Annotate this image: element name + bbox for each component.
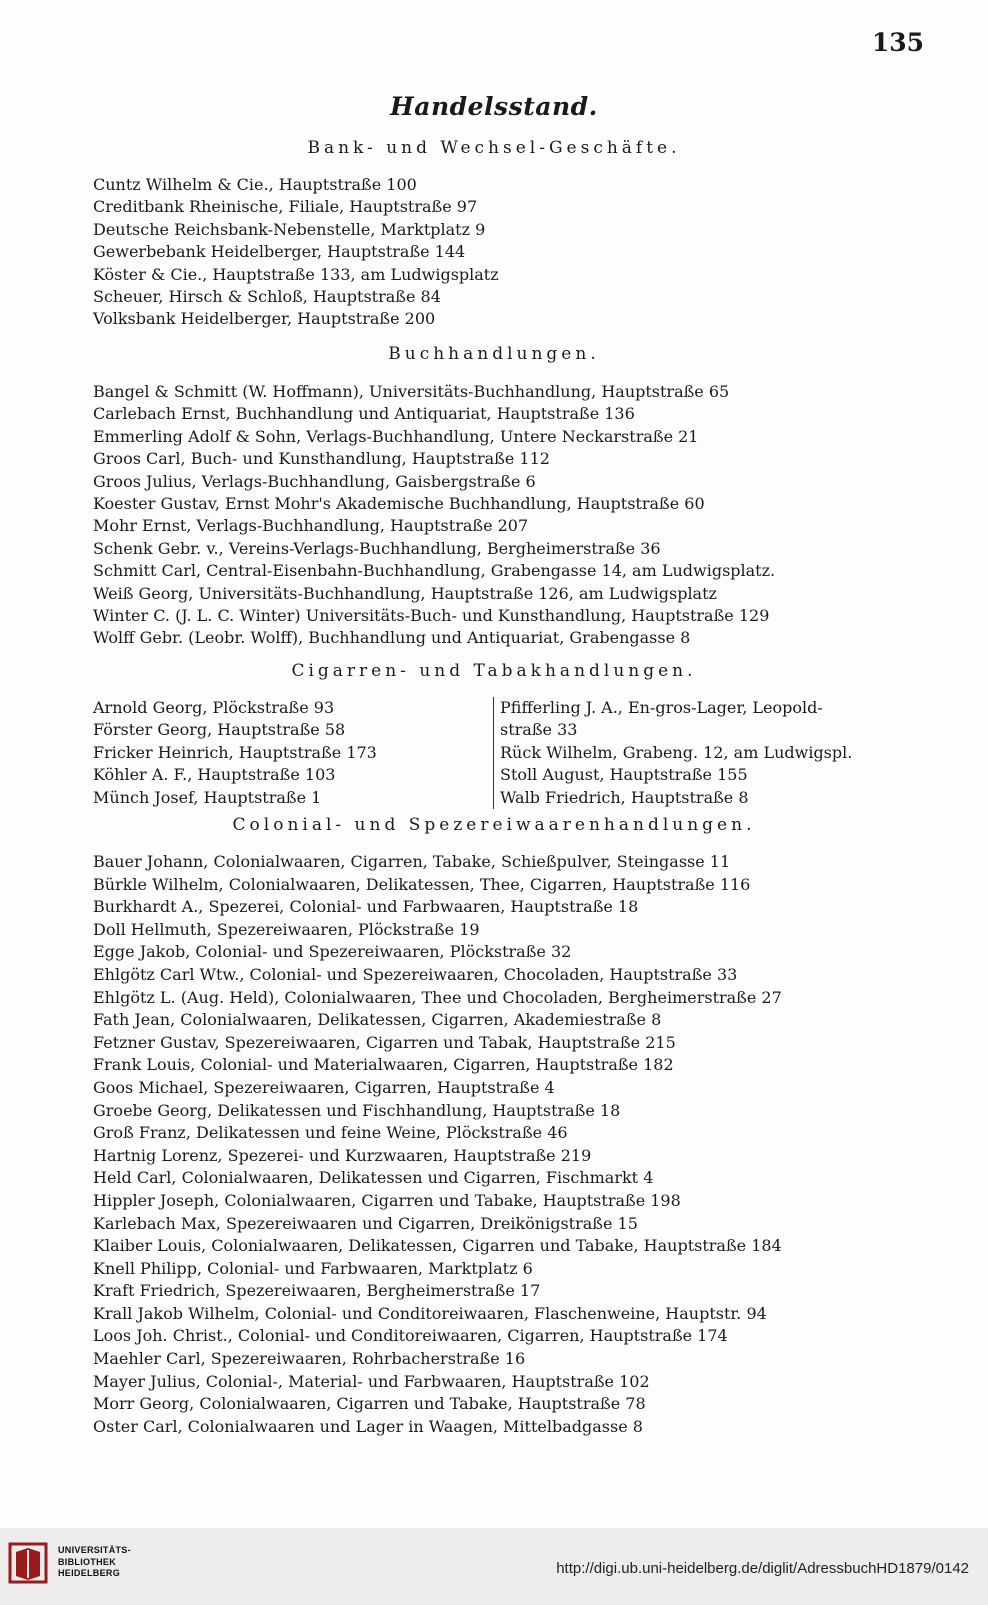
list-item: Bauer Johann, Colonialwaaren, Cigarren, Tabake, Schießpulver, Steingasse 11 <box>93 852 731 871</box>
list-item: Emmerling Adolf & Sohn, Verlags-Buchhandlung, Untere Neckarstraße 21 <box>93 426 699 446</box>
section-heading-tobacco: Cigarren- und Tabakhandlungen. <box>291 661 697 681</box>
list-tobacco-right <box>493 697 852 809</box>
list-item: Groß Franz, Delikatessen und feine Weine, Plöckstraße 46 <box>93 1123 568 1143</box>
source-url-link[interactable]: http://digi.ub.uni-heidelberg.de/diglit/AdressbuchHD1879/0142 <box>556 1560 969 1577</box>
list-item: Winter C. (J. L. C. Winter) Universitäts-Buch- und Kunsthandlung, Hauptstraße 129 <box>93 605 770 625</box>
list-item: Weiß Georg, Universitäts-Buchhandlung, Hauptstraße 126, am Ludwigsplatz <box>93 583 717 603</box>
list-item: Schenk Gebr. v., Vereins-Verlags-Buchhandlung, Bergheimerstraße 36 <box>93 538 661 558</box>
list-item: Walb Friedrich, Hauptstraße 8 <box>500 787 749 807</box>
section-heading-grocers: Colonial- und Spezereiwaarenhandlungen. <box>232 815 756 835</box>
list-item: Wolff Gebr. (Leobr. Wolff), Buchhandlung und Antiquariat, Grabengasse 8 <box>93 628 691 648</box>
list-item: Goos Michael, Spezereiwaaren, Cigarren, Hauptstraße 4 <box>93 1077 555 1097</box>
library-name-line: UNIVERSITÄTS- <box>58 1545 131 1555</box>
library-name <box>58 1545 131 1580</box>
list-item: Förster Georg, Hauptstraße 58 <box>93 720 346 740</box>
list-item: Groos Julius, Verlags-Buchhandlung, Gaisbergstraße 6 <box>93 471 536 491</box>
list-item: Knell Philipp, Colonial- und Farbwaaren, Marktplatz 6 <box>93 1258 533 1278</box>
list-item: Kraft Friedrich, Spezereiwaaren, Bergheimerstraße 17 <box>93 1281 541 1301</box>
list-item: Oster Carl, Colonialwaaren und Lager in Waagen, Mittelbadgasse 8 <box>93 1416 643 1436</box>
list-item: Fricker Heinrich, Hauptstraße 173 <box>93 742 377 762</box>
library-logo-icon <box>8 1542 48 1584</box>
list-item: Fetzner Gustav, Spezereiwaaren, Cigarren und Tabak, Hauptstraße 215 <box>93 1032 676 1052</box>
list-item: Ehlgötz L. (Aug. Held), Colonialwaaren, Thee und Chocoladen, Bergheimerstraße 27 <box>93 987 782 1007</box>
footer-bar <box>0 1528 988 1605</box>
list-item: Koester Gustav, Ernst Mohr's Akademische Buchhandlung, Hauptstraße 60 <box>93 493 705 513</box>
list-item: Creditbank Rheinische, Filiale, Hauptstraße 97 <box>93 197 478 217</box>
list-item: straße 33 <box>500 720 578 740</box>
list-item: Klaiber Louis, Colonialwaaren, Delikatessen, Cigarren und Tabake, Hauptstraße 184 <box>93 1236 782 1256</box>
list-item: Frank Louis, Colonial- und Materialwaaren, Cigarren, Hauptstraße 182 <box>93 1055 674 1075</box>
list-item: Krall Jakob Wilhelm, Colonial- und Conditoreiwaaren, Flaschenweine, Hauptstr. 94 <box>93 1303 767 1323</box>
list-item: Münch Josef, Hauptstraße 1 <box>93 787 322 807</box>
list-item: Pfifferling J. A., En-gros-Lager, Leopold- <box>500 698 823 717</box>
list-item: Schmitt Carl, Central-Eisenbahn-Buchhandlung, Grabengasse 14, am Ludwigsplatz. <box>93 561 776 581</box>
list-item: Carlebach Ernst, Buchhandlung und Antiquariat, Hauptstraße 136 <box>93 404 635 424</box>
library-name-line: HEIDELBERG <box>58 1568 121 1578</box>
list-item: Arnold Georg, Plöckstraße 93 <box>93 698 335 717</box>
list-item: Bangel & Schmitt (W. Hoffmann), Universitäts-Buchhandlung, Hauptstraße 65 <box>93 382 730 401</box>
list-bookshops <box>93 381 775 650</box>
list-item: Held Carl, Colonialwaaren, Delikatessen und Cigarren, Fischmarkt 4 <box>93 1168 654 1188</box>
list-item: Mayer Julius, Colonial-, Material- und Farbwaaren, Hauptstraße 102 <box>93 1371 650 1391</box>
list-item: Groebe Georg, Delikatessen und Fischhandlung, Hauptstraße 18 <box>93 1100 621 1120</box>
list-item: Köhler A. F., Hauptstraße 103 <box>93 765 336 785</box>
list-item: Köster & Cie., Hauptstraße 133, am Ludwigsplatz <box>93 264 499 284</box>
library-name-line: BIBLIOTHEK <box>58 1556 116 1567</box>
list-item: Stoll August, Hauptstraße 155 <box>500 765 748 785</box>
list-item: Groos Carl, Buch- und Kunsthandlung, Hauptstraße 112 <box>93 449 550 469</box>
list-item: Mohr Ernst, Verlags-Buchhandlung, Hauptstraße 207 <box>93 516 529 536</box>
list-item: Scheuer, Hirsch & Schloß, Hauptstraße 84 <box>93 286 441 306</box>
list-item: Bürkle Wilhelm, Colonialwaaren, Delikatessen, Thee, Cigarren, Hauptstraße 116 <box>93 874 751 894</box>
list-item: Fath Jean, Colonialwaaren, Delikatessen, Cigarren, Akademiestraße 8 <box>93 1010 662 1030</box>
list-item: Hippler Joseph, Colonialwaaren, Cigarren und Tabake, Hauptstraße 198 <box>93 1190 681 1210</box>
list-item: Ehlgötz Carl Wtw., Colonial- und Spezereiwaaren, Chocoladen, Hauptstraße 33 <box>93 964 738 984</box>
page-title: Handelsstand. <box>390 92 598 121</box>
list-item: Burkhardt A., Spezerei, Colonial- und Farbwaaren, Hauptstraße 18 <box>93 897 639 917</box>
list-item: Deutsche Reichsbank-Nebenstelle, Marktplatz 9 <box>93 219 486 239</box>
list-grocers <box>93 851 782 1438</box>
list-item: Doll Hellmuth, Spezereiwaaren, Plöckstraße 19 <box>93 919 480 939</box>
list-item: Egge Jakob, Colonial- und Spezereiwaaren, Plöckstraße 32 <box>93 942 572 962</box>
list-item: Morr Georg, Colonialwaaren, Cigarren und Tabake, Hauptstraße 78 <box>93 1394 646 1414</box>
list-item: Rück Wilhelm, Grabeng. 12, am Ludwigspl. <box>500 742 853 762</box>
list-item: Maehler Carl, Spezereiwaaren, Rohrbacherstraße 16 <box>93 1349 526 1369</box>
list-item: Karlebach Max, Spezereiwaaren und Cigarren, Dreikönigstraße 15 <box>93 1213 638 1233</box>
page-number: 135 <box>871 28 924 57</box>
section-heading-bookshops: Buchhandlungen. <box>388 344 600 364</box>
list-item: Gewerbebank Heidelberger, Hauptstraße 144 <box>93 242 466 262</box>
list-banks <box>93 174 499 331</box>
section-heading-banks: Bank- und Wechsel-Geschäfte. <box>307 138 681 158</box>
list-item: Hartnig Lorenz, Spezerei- und Kurzwaaren, Hauptstraße 219 <box>93 1145 592 1165</box>
list-item: Loos Joh. Christ., Colonial- und Conditoreiwaaren, Cigarren, Hauptstraße 174 <box>93 1326 728 1346</box>
list-item: Volksbank Heidelberger, Hauptstraße 200 <box>93 309 436 329</box>
list-item: Cuntz Wilhelm & Cie., Hauptstraße 100 <box>93 175 417 194</box>
list-tobacco-left <box>93 697 377 809</box>
